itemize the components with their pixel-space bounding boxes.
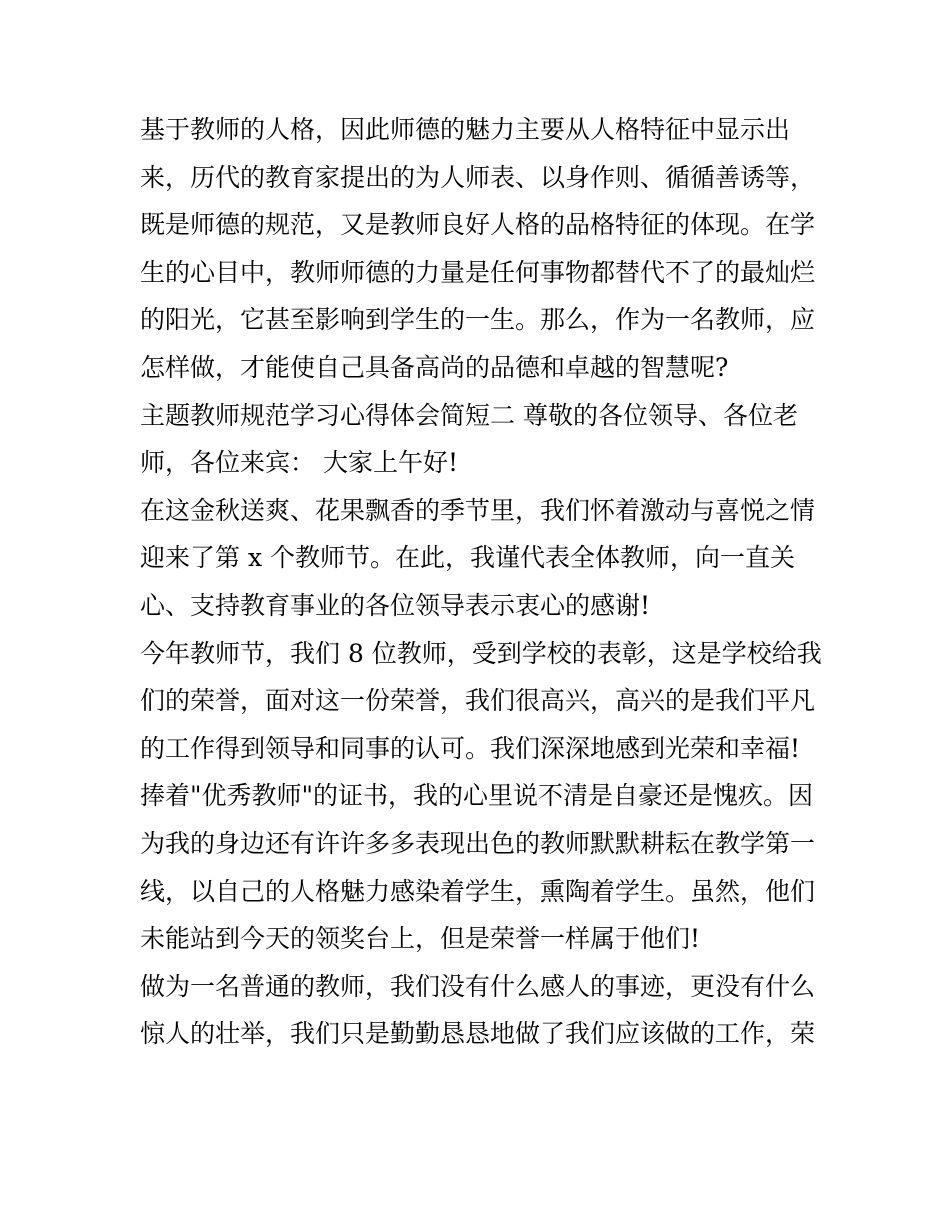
text-line: 的工作得到领导和同事的认可。我们深深地感到光荣和幸福!: [140, 733, 801, 763]
text-line: 线，以自己的人格魅力感染着学生，熏陶着学生。虽然，他们: [140, 876, 816, 906]
text-line: 基于教师的人格，因此师德的魅力主要从人格特征中显示出: [140, 115, 791, 144]
text-line: 未能站到今天的领奖台上，但是荣誉一样属于他们!: [140, 924, 701, 954]
text-line: 师，各位来宾： 大家上午好!: [140, 448, 458, 478]
text-line: 们的荣誉，面对这一份荣誉，我们很高兴，高兴的是我们平凡: [140, 686, 816, 716]
text-line: 今年教师节，我们 8 位教师，受到学校的表彰，这是学校给我: [140, 638, 822, 668]
text-line: 生的心目中，教师师德的力量是任何事物都替代不了的最灿烂: [140, 257, 816, 287]
text-line: 既是师德的规范，又是教师良好人格的品格特征的体现。在学: [140, 210, 816, 240]
text-line: 做为一名普通的教师，我们没有什么感人的事迹，更没有什么: [140, 971, 816, 1001]
text-line: 心、支持教育事业的各位领导表示衷心的感谢!: [140, 590, 651, 620]
text-line: 惊人的壮举，我们只是勤勤恳恳地做了我们应该做的工作，荣: [140, 1019, 816, 1049]
document-body: [140, 106, 820, 1058]
text-line: 捧着"优秀教师"的证书，我的心里说不清是自豪还是愧疚。因: [140, 781, 814, 811]
text-line: 的阳光，它甚至影响到学生的一生。那么，作为一名教师，应: [140, 305, 816, 335]
text-line: 为我的身边还有许许多多表现出色的教师默默耕耘在教学第一: [140, 828, 816, 858]
text-line: 来，历代的教育家提出的为人师表、以身作则、循循善诱等，: [140, 162, 816, 192]
text-line: 怎样做，才能使自己具备高尚的品德和卓越的智慧呢?: [140, 352, 729, 382]
section-heading-line: 主题教师规范学习心得体会简短二 尊敬的各位领导、各位老: [140, 400, 798, 430]
text-line: 迎来了第 x 个教师节。在此，我谨代表全体教师，向一直关: [140, 543, 795, 573]
text-line: 在这金秋送爽、花果飘香的季节里，我们怀着激动与喜悦之情: [140, 495, 816, 525]
